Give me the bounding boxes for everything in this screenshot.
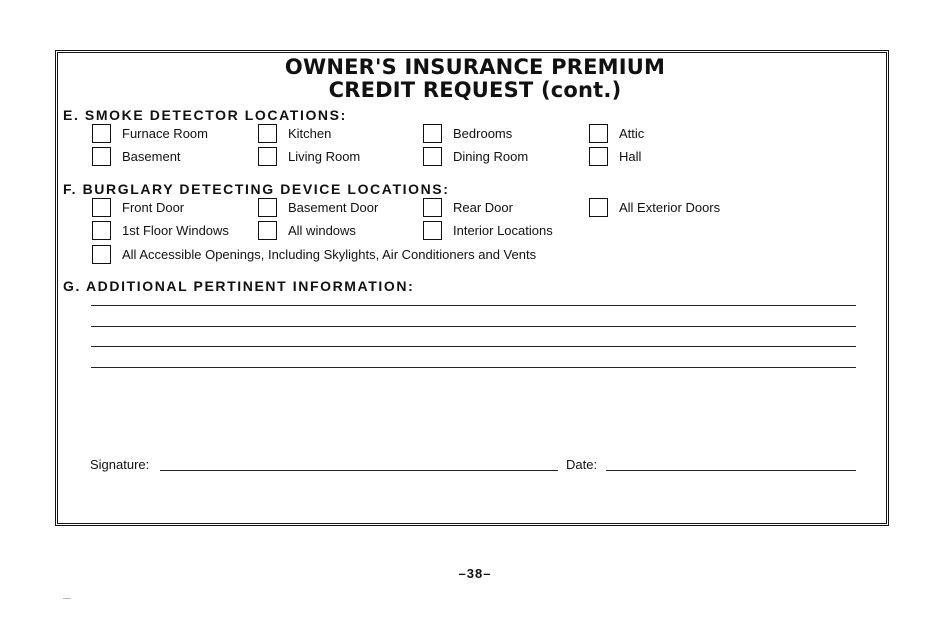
form-title-line1: OWNER'S INSURANCE PREMIUM — [284, 55, 666, 79]
checkbox-box[interactable] — [589, 198, 608, 217]
checkbox-label: Bedrooms — [453, 126, 513, 141]
page-number: –38– — [458, 566, 492, 581]
signature-line[interactable] — [160, 470, 558, 471]
checkbox-label: Furnace Room — [122, 126, 208, 141]
checkbox-box[interactable] — [423, 147, 442, 166]
checkbox-label: Rear Door — [453, 200, 513, 215]
checkbox-label: Kitchen — [288, 126, 332, 141]
checkbox-box[interactable] — [423, 198, 442, 217]
checkbox-label: Front Door — [122, 200, 185, 215]
checkbox-box[interactable] — [258, 147, 277, 166]
info-line-1[interactable] — [91, 305, 856, 306]
signature-label: Signature: — [90, 457, 150, 472]
checkbox-box[interactable] — [92, 147, 111, 166]
checkbox-label: Basement — [122, 149, 181, 164]
section-g-heading: G. ADDITIONAL PERTINENT INFORMATION: — [63, 278, 415, 294]
checkbox-label: Dining Room — [453, 149, 529, 164]
checkbox-box[interactable] — [258, 198, 277, 217]
checkbox-box[interactable] — [92, 124, 111, 143]
checkbox-box[interactable] — [589, 147, 608, 166]
checkbox-label: All Accessible Openings, Including Skylights, Air Conditioners and Vents — [122, 247, 537, 262]
checkbox-box[interactable] — [92, 198, 111, 217]
info-line-4[interactable] — [91, 367, 856, 368]
date-line[interactable] — [606, 470, 856, 471]
date-label: Date: — [566, 457, 598, 472]
checkbox-label: Hall — [619, 149, 642, 164]
checkbox-box[interactable] — [423, 124, 442, 143]
info-line-2[interactable] — [91, 326, 856, 327]
checkbox-label: Basement Door — [288, 200, 379, 215]
checkbox-label: Interior Locations — [453, 223, 553, 238]
scan-speck — [63, 598, 71, 599]
checkbox-label: Attic — [619, 126, 645, 141]
checkbox-label: 1st Floor Windows — [122, 223, 229, 238]
form-title-line2: CREDIT REQUEST (cont.) — [328, 78, 622, 102]
checkbox-box[interactable] — [589, 124, 608, 143]
section-e-heading: E. SMOKE DETECTOR LOCATIONS: — [63, 107, 347, 123]
checkbox-label: All windows — [288, 223, 356, 238]
info-line-3[interactable] — [91, 346, 856, 347]
checkbox-box[interactable] — [92, 245, 111, 264]
checkbox-label: Living Room — [288, 149, 361, 164]
checkbox-box[interactable] — [258, 124, 277, 143]
section-f-heading: F. BURGLARY DETECTING DEVICE LOCATIONS: — [63, 181, 450, 197]
checkbox-box[interactable] — [92, 221, 111, 240]
checkbox-label: All Exterior Doors — [619, 200, 721, 215]
checkbox-box[interactable] — [423, 221, 442, 240]
checkbox-box[interactable] — [258, 221, 277, 240]
